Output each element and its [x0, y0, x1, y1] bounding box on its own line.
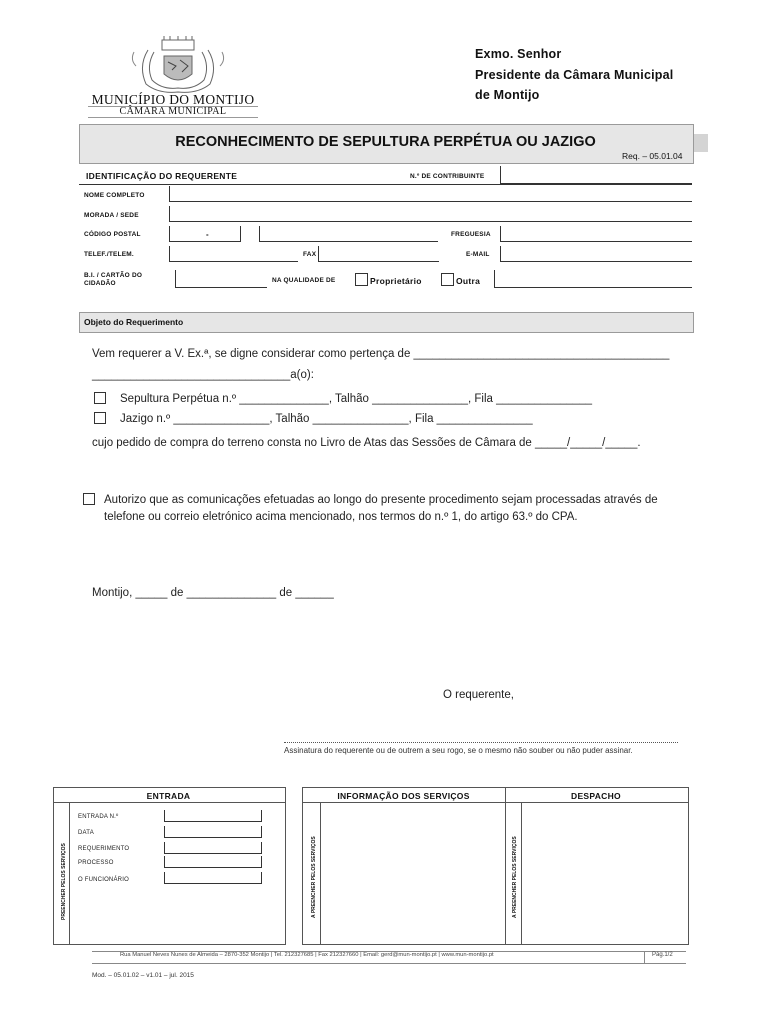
services-info-area[interactable]	[321, 803, 504, 943]
perpetual-grave-text: Sepultura Perpétua n.º ______________, Talhão _______________, Fila _______________	[120, 393, 593, 405]
title-shadow	[693, 134, 708, 152]
request-line-2: _______________________________a(o):	[92, 369, 314, 381]
owner-option-label: Proprietário	[370, 276, 422, 286]
name-label: NOME COMPLETO	[84, 192, 145, 199]
fax-field[interactable]	[318, 246, 439, 262]
entry-number-label: ENTRADA N.º	[78, 814, 119, 820]
entry-heading: ENTRADA	[146, 791, 191, 801]
address-field[interactable]	[169, 206, 692, 222]
request-line-3: cujo pedido de compra do terreno consta no Livro de Atas das Sessões de Câmara de _____/_____/_____.	[92, 437, 641, 449]
identification-heading: IDENTIFICAÇÃO DO REQUERENTE	[86, 171, 238, 181]
requester-label: O requerente,	[443, 689, 514, 701]
services-vertical-label: A PREENCHER PELOS SERVIÇOS	[311, 836, 317, 918]
address-label: MORADA / SEDE	[84, 212, 139, 219]
entry-process-field[interactable]	[164, 856, 262, 868]
other-option-label: Outra	[456, 276, 481, 286]
capacity-label: NA QUALIDADE DE	[272, 277, 336, 284]
nif-field[interactable]	[500, 166, 692, 184]
entry-date-label: DATA	[78, 830, 94, 836]
vault-text: Jazigo n.º _______________, Talhão _______________, Fila _______________	[120, 413, 533, 425]
entry-date-field[interactable]	[164, 826, 262, 838]
entry-request-field[interactable]	[164, 842, 262, 854]
model-code: Mod. – 05.01.02 – v1.01 – jul. 2015	[92, 972, 194, 979]
dispatch-vertical-label: A PREENCHER PELOS SERVIÇOS	[512, 836, 518, 918]
fax-label: FAX	[303, 251, 317, 258]
owner-checkbox[interactable]	[355, 273, 368, 286]
entry-request-label: REQUERIMENTO	[78, 846, 130, 852]
entry-clerk-label: O FUNCIONÁRIO	[78, 877, 129, 883]
phone-label: TELEF./TELEM.	[84, 251, 134, 258]
parish-field[interactable]	[500, 226, 692, 242]
divider	[79, 184, 692, 185]
entry-clerk-field[interactable]	[164, 872, 262, 884]
addressee-line: de Montijo	[475, 88, 540, 102]
perpetual-grave-checkbox[interactable]	[94, 392, 106, 404]
addressee-block	[475, 44, 673, 106]
form-code: Req. – 05.01.04	[622, 151, 683, 161]
signature-note: Assinatura do requerente ou de outrem a seu rogo, se o mesmo não souber ou não puder assinar.	[284, 746, 633, 755]
date-line: Montijo, _____ de ______________ de ______	[92, 587, 334, 599]
nif-label: N.º DE CONTRIBUINTE	[410, 173, 485, 180]
entry-col-divider	[69, 803, 70, 944]
page-number: Pág.1/2	[652, 952, 673, 958]
id-label-line2: CIDADÃO	[84, 280, 116, 287]
form-title: RECONHECIMENTO DE SEPULTURA PERPÉTUA OU JAZIGO	[175, 134, 596, 150]
footer-divider	[644, 951, 645, 963]
footer-address: Rua Manuel Neves Nunes de Almeida – 2870-352 Montijo | Tel. 212327685 | Fax 212327660 | Email: gerd@mun-montijo.pt | www.mun-montijo.pt	[120, 952, 494, 958]
phone-field[interactable]	[169, 246, 298, 262]
municipality-subtitle: CÂMARA MUNICIPAL	[88, 106, 258, 118]
addressee-line: Exmo. Senhor	[475, 47, 562, 61]
entry-vertical-label: PREENCHER PELOS SERVIÇOS	[61, 843, 67, 920]
consent-line-1: Autorizo que as comunicações efetuadas ao longo do presente procedimento sejam processadas através de	[104, 494, 658, 506]
entry-divider	[53, 802, 285, 803]
request-heading: Objeto do Requerimento	[84, 317, 184, 327]
id-label-line1: B.I. / CARTÃO DO	[84, 272, 143, 279]
postal-code-field[interactable]	[169, 226, 241, 242]
vault-checkbox[interactable]	[94, 412, 106, 424]
entry-number-field[interactable]	[164, 810, 262, 822]
dispatch-area[interactable]	[522, 803, 686, 943]
request-line-1: Vem requerer a V. Ex.ª, se digne considerar como pertença de ________________________________________	[92, 348, 670, 360]
other-capacity-field[interactable]	[494, 270, 692, 288]
other-checkbox[interactable]	[441, 273, 454, 286]
signature-line	[284, 742, 678, 743]
dispatch-heading: DESPACHO	[571, 791, 621, 801]
consent-checkbox[interactable]	[83, 493, 95, 505]
postal-locality-field[interactable]	[259, 226, 438, 242]
municipal-crest-logo	[128, 36, 228, 94]
consent-line-2: telefone ou correio eletrónico acima mencionado, nos termos do n.º 1, do artigo 63.º do CPA.	[104, 511, 578, 523]
municipality-name: MUNICÍPIO DO MONTIJO	[91, 92, 255, 107]
addressee-line: Presidente da Câmara Municipal	[475, 67, 674, 82]
services-col-divider	[505, 787, 506, 944]
email-label: E-MAIL	[466, 251, 490, 258]
email-field[interactable]	[500, 246, 692, 262]
parish-label: FREGUESIA	[451, 231, 491, 238]
services-heading: INFORMAÇÃO DOS SERVIÇOS	[337, 791, 470, 801]
id-field[interactable]	[175, 270, 267, 288]
postal-code-label: CÓDIGO POSTAL	[84, 231, 141, 238]
entry-process-label: PROCESSO	[78, 860, 114, 866]
name-field[interactable]	[169, 186, 692, 202]
postal-code-dash: -	[206, 230, 209, 239]
